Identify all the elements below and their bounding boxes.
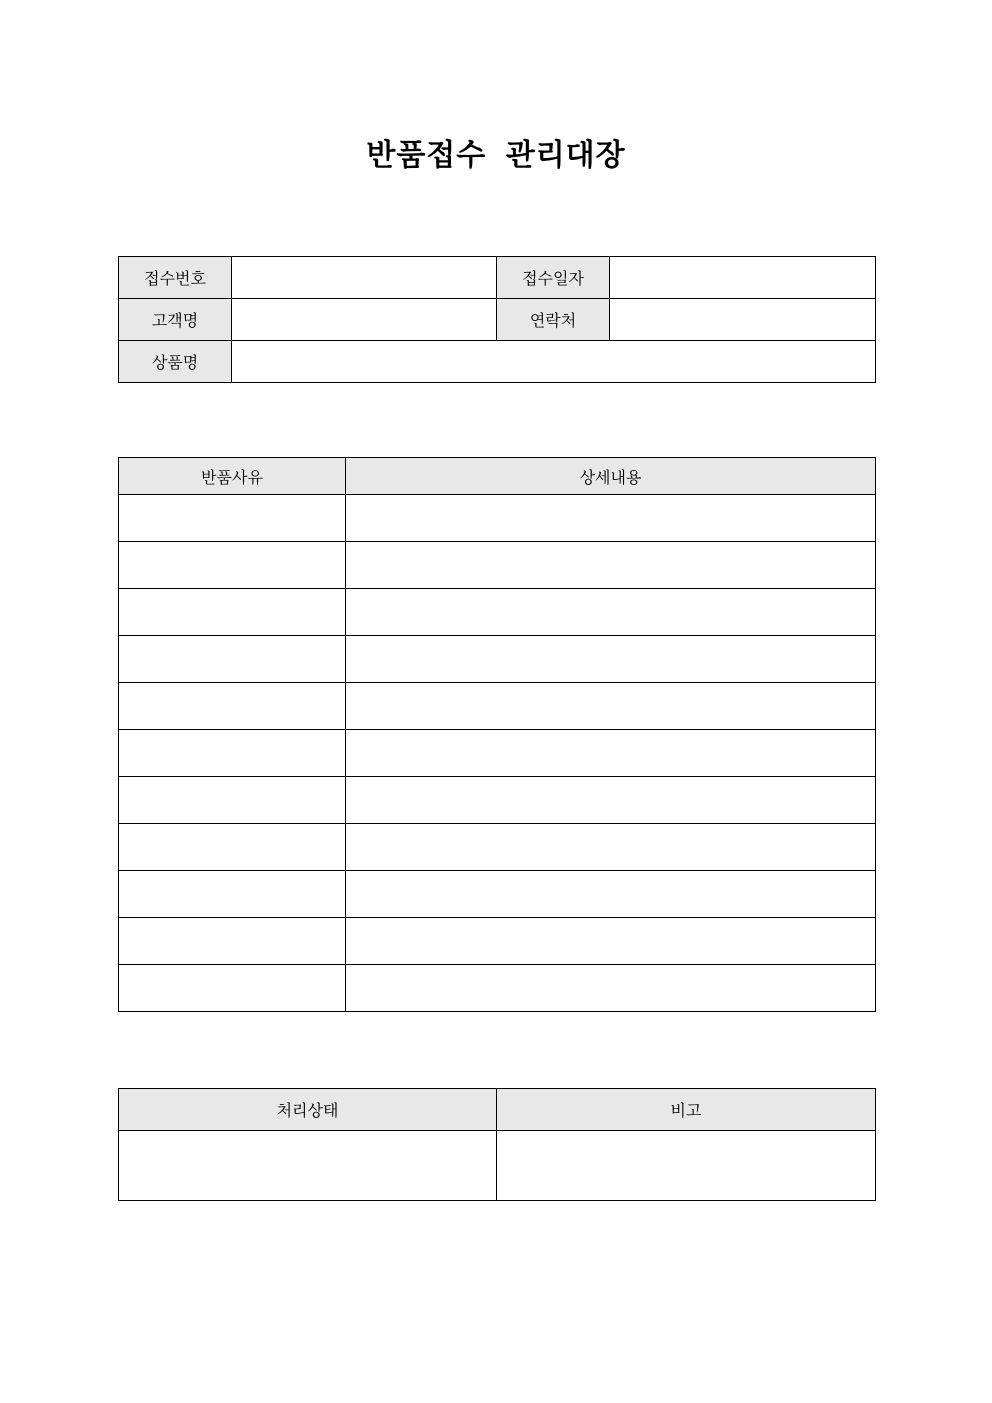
remarks-column-header: 비고	[497, 1089, 876, 1131]
contact-label: 연락처	[497, 299, 610, 341]
reason-cell[interactable]	[119, 589, 346, 636]
table-row	[119, 730, 876, 777]
table-row	[119, 824, 876, 871]
receipt-date-field[interactable]	[610, 257, 876, 299]
receipt-info-table	[118, 256, 876, 383]
reason-cell[interactable]	[119, 730, 346, 777]
table-row	[119, 636, 876, 683]
customer-name-label: 고객명	[119, 299, 232, 341]
detail-cell[interactable]	[346, 589, 876, 636]
reason-cell[interactable]	[119, 965, 346, 1012]
return-reason-table	[118, 457, 876, 1012]
product-name-label: 상품명	[119, 341, 232, 383]
detail-cell[interactable]	[346, 636, 876, 683]
table-row	[119, 542, 876, 589]
status-cell[interactable]	[119, 1131, 497, 1201]
info-row-receipt	[119, 257, 876, 299]
table-row	[119, 589, 876, 636]
info-row-customer	[119, 299, 876, 341]
info-row-product	[119, 341, 876, 383]
processing-status-table	[118, 1088, 876, 1201]
customer-name-field[interactable]	[232, 299, 497, 341]
table-row	[119, 495, 876, 542]
table-row	[119, 918, 876, 965]
contact-field[interactable]	[610, 299, 876, 341]
detail-cell[interactable]	[346, 683, 876, 730]
reason-cell[interactable]	[119, 918, 346, 965]
detail-cell[interactable]	[346, 871, 876, 918]
receipt-date-label: 접수일자	[497, 257, 610, 299]
status-row	[119, 1131, 876, 1201]
product-name-field[interactable]	[232, 341, 876, 383]
reason-cell[interactable]	[119, 495, 346, 542]
detail-cell[interactable]	[346, 824, 876, 871]
detail-cell[interactable]	[346, 495, 876, 542]
detail-cell[interactable]	[346, 777, 876, 824]
status-column-header: 처리상태	[119, 1089, 497, 1131]
reason-cell[interactable]	[119, 636, 346, 683]
reason-cell[interactable]	[119, 683, 346, 730]
reason-column-header: 반품사유	[119, 458, 346, 495]
reason-cell[interactable]	[119, 777, 346, 824]
receipt-number-label: 접수번호	[119, 257, 232, 299]
table-row	[119, 777, 876, 824]
reason-cell[interactable]	[119, 871, 346, 918]
status-header-row	[119, 1089, 876, 1131]
detail-column-header: 상세내용	[346, 458, 876, 495]
detail-cell[interactable]	[346, 965, 876, 1012]
detail-cell[interactable]	[346, 918, 876, 965]
remarks-cell[interactable]	[497, 1131, 876, 1201]
table-row	[119, 683, 876, 730]
reason-cell[interactable]	[119, 542, 346, 589]
table-row	[119, 965, 876, 1012]
detail-cell[interactable]	[346, 730, 876, 777]
reason-cell[interactable]	[119, 824, 346, 871]
reason-header-row	[119, 458, 876, 495]
receipt-number-field[interactable]	[232, 257, 497, 299]
table-row	[119, 871, 876, 918]
document-title: 반품접수 관리대장	[366, 138, 626, 173]
detail-cell[interactable]	[346, 542, 876, 589]
